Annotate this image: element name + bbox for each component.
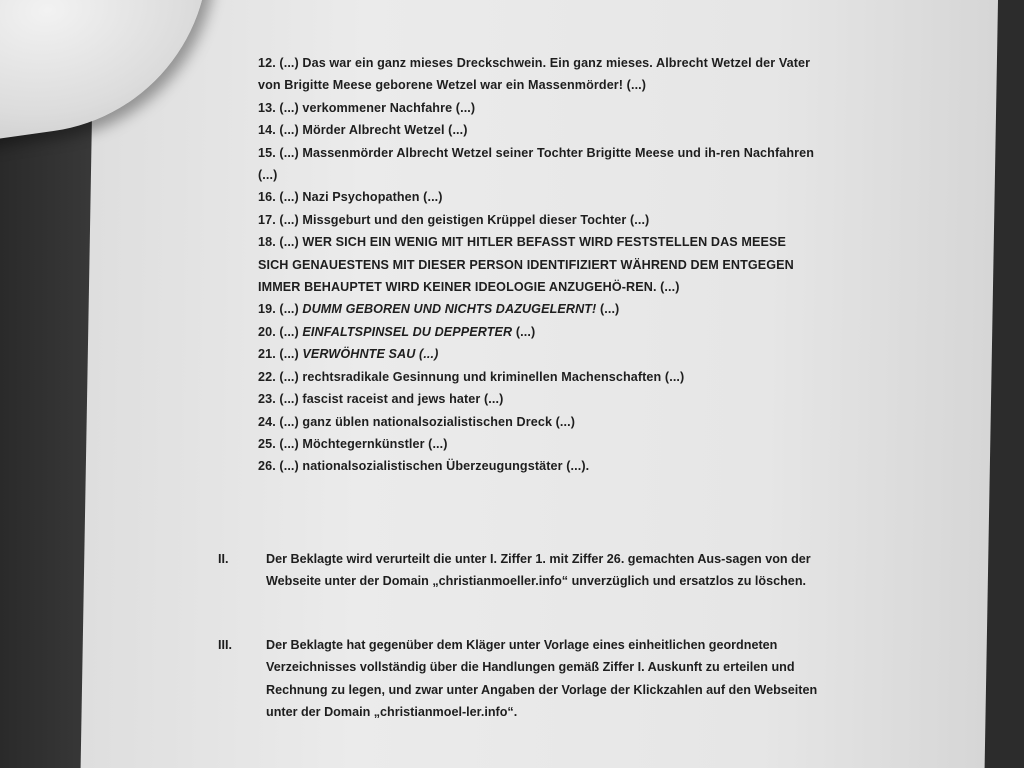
list-item: 12. (...) Das war ein ganz mieses Dreckschwein. Ein ganz mieses. Albrecht Wetzel der Vater von Brigitte Meese geborene Wetzel war ein Massenmörder! (...) <box>258 56 811 93</box>
list-item: 14. (...) Mörder Albrecht Wetzel (...) <box>258 123 468 138</box>
list-item: 24. (...) ganz üblen nationalsozialistischen Dreck (...) <box>258 414 576 429</box>
section-text: Der Beklagte hat gegenüber dem Kläger unter Vorlage eines einheitlichen geordneten Verzeichnisses vollständig über die Handlungen gemäß Ziffer I. Auskunft zu erteilen und Rechnung zu legen, und zwar unter Angaben der Vorlage der Klickzahlen auf den Webseiten unter der Domain „christianmoel-ler.info“. <box>266 638 818 720</box>
list-item: 20. (...) EINFALTSPINSEL DU DEPPERTER (...) <box>258 324 536 339</box>
list-item: 25. (...) Möchtegernkünstler (...) <box>258 436 448 451</box>
section-text: Der Beklagte wird verurteilt die unter I. Ziffer 1. mit Ziffer 26. gemachten Aus-sagen von der Webseite unter der Domain „christianmoeller.info“ unverzüglich und ersatzlos zu löschen. <box>266 552 811 589</box>
numbered-list <box>258 52 818 478</box>
list-item: 22. (...) rechtsradikale Gesinnung und kriminellen Machenschaften (...) <box>258 369 685 384</box>
section-number: III. <box>218 638 232 652</box>
list-item: 15. (...) Massenmörder Albrecht Wetzel seiner Tochter Brigitte Meese und ih-ren Nachfahren (...) <box>258 145 815 183</box>
list-item: 21. (...) VERWÖHNTE SAU (...) <box>258 347 439 362</box>
list-item: 16. (...) Nazi Psychopathen (...) <box>258 190 443 205</box>
section-ii <box>218 548 818 593</box>
list-item: 13. (...) verkommener Nachfahre (...) <box>258 100 476 115</box>
list-item: 18. (...) WER SICH EIN WENIG MIT HITLER BEFASST WIRD FESTSTELLEN DAS MEESE SICH GENAUESTENS MIT DIESER PERSON IDENTIFIZIERT WÄHREND DEM ENTGEGEN IMMER BEHAUPTET WIRD KEINER IDEOLOGIE ANZUGEHÖ-REN. (...) <box>258 235 794 295</box>
section-number: II. <box>218 552 229 566</box>
list-item: 23. (...) fascist raceist and jews hater (...) <box>258 392 504 407</box>
list-item: 26. (...) nationalsozialistischen Überzeugungstäter (...). <box>258 459 590 474</box>
list-item: 19. (...) DUMM GEBOREN UND NICHTS DAZUGELERNT! (...) <box>258 302 620 317</box>
section-iii <box>218 634 818 724</box>
list-item: 17. (...) Missgeburt und den geistigen Krüppel dieser Tochter (...) <box>258 212 650 227</box>
